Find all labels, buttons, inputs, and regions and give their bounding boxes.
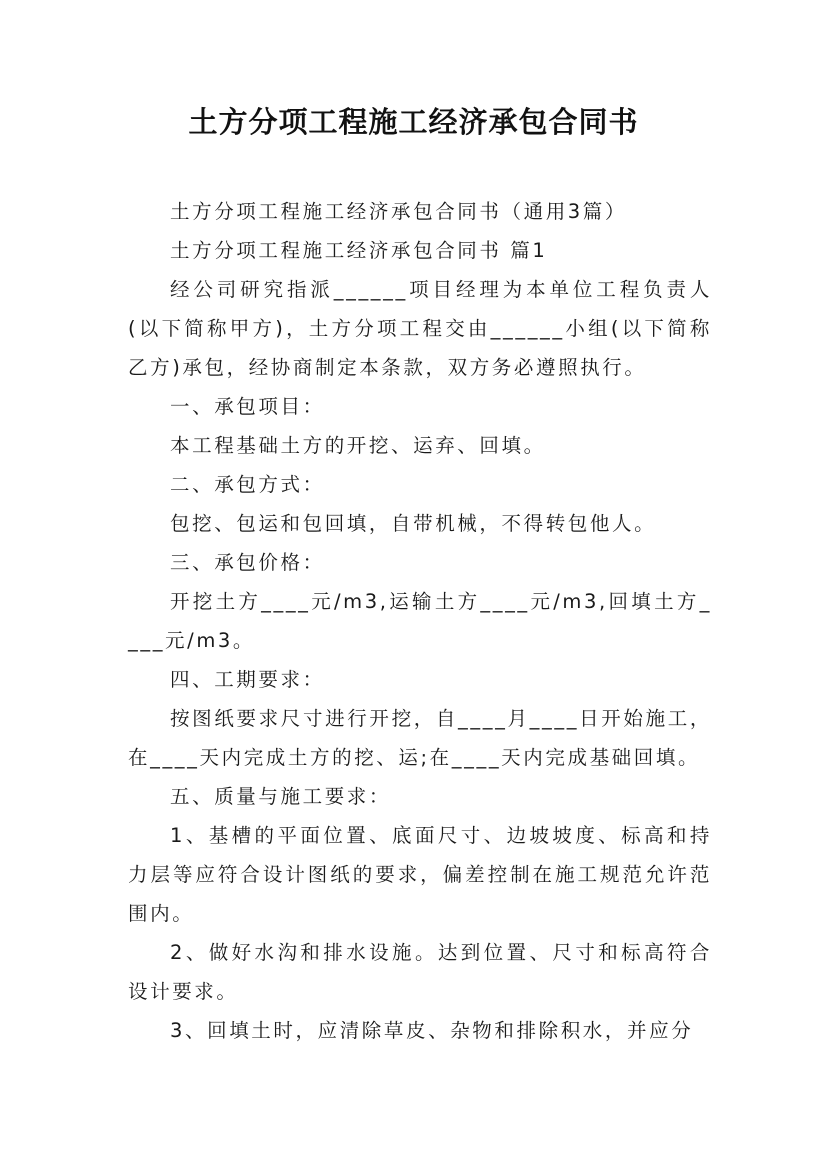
paragraph-quality-2: 2、做好水沟和排水设施。达到位置、尺寸和标高符合设计要求。	[128, 941, 712, 1003]
paragraph-quality-3: 3、回填土时，应清除草皮、杂物和排除积水，并应分	[170, 1019, 694, 1042]
paragraph-method: 包挖、包运和包回填，自带机械，不得转包他人。	[170, 512, 657, 535]
paragraph-scope: 本工程基础土方的开挖、运弃、回填。	[170, 434, 546, 457]
section-heading-quality: 五、质量与施工要求：	[170, 785, 392, 808]
paragraph-subtitle: 土方分项工程施工经济承包合同书（通用3篇）	[170, 200, 628, 223]
section-heading-scope: 一、承包项目：	[170, 395, 325, 418]
paragraph-quality-1: 1、基槽的平面位置、底面尺寸、边坡坡度、标高和持力层等应符合设计图纸的要求，偏差控制在施工规范允许范围内。	[128, 824, 712, 925]
paragraph-schedule: 按图纸要求尺寸进行开挖，自____月____日开始施工，在____天内完成土方的挖、运;在____天内完成基础回填。	[128, 707, 712, 769]
document-body	[128, 192, 712, 1050]
document-title: 土方分项工程施工经济承包合同书	[188, 105, 639, 139]
section-heading-price: 三、承包价格：	[170, 551, 325, 574]
section-heading-method: 二、承包方式：	[170, 473, 325, 496]
paragraph-intro: 经公司研究指派______项目经理为本单位工程负责人(以下简称甲方)，土方分项工程交由______小组(以下简称乙方)承包，经协商制定本条款，双方务必遵照执行。	[128, 278, 712, 379]
paragraph-price: 开挖土方____元/m3,运输土方____元/m3,回填土方____元/m3。	[128, 590, 712, 652]
paragraph-part-heading: 土方分项工程施工经济承包合同书 篇1	[170, 239, 548, 262]
section-heading-schedule: 四、工期要求：	[170, 668, 325, 691]
